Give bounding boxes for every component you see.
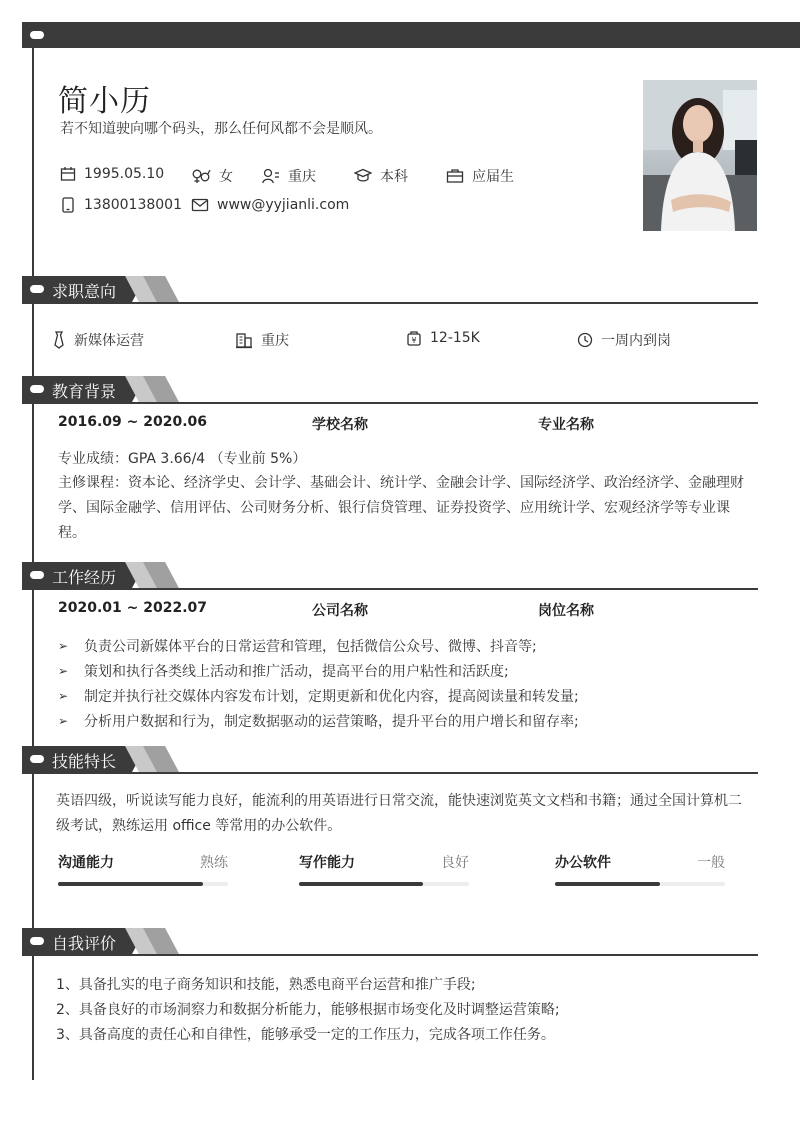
degree-info bbox=[354, 166, 408, 186]
arrow-icon: ➢ bbox=[58, 689, 69, 703]
portrait-icon bbox=[643, 80, 757, 231]
skill-level: 熟练 bbox=[200, 855, 228, 871]
arrow-icon: ➢ bbox=[58, 639, 69, 653]
section-header-skills bbox=[22, 746, 758, 772]
birth-date: 1995.05.10 bbox=[84, 166, 165, 182]
intent-job bbox=[52, 330, 144, 350]
section-header-work bbox=[22, 562, 758, 588]
status: 应届生 bbox=[472, 169, 514, 185]
email-info bbox=[191, 197, 349, 213]
education-major: 专业名称 bbox=[538, 417, 594, 433]
skill-bar bbox=[555, 882, 725, 886]
skill-level: 良好 bbox=[441, 855, 469, 871]
list-item: 3、具备高度的责任心和自律性，能够承受一定的工作压力，完成各项工作任务。 bbox=[56, 1027, 555, 1043]
tie-icon bbox=[52, 331, 66, 349]
section-title: 求职意向 bbox=[52, 282, 117, 301]
work-position: 岗位名称 bbox=[538, 603, 594, 619]
section-header-intent bbox=[22, 276, 758, 302]
clock-icon bbox=[577, 332, 593, 348]
building-icon bbox=[235, 331, 253, 349]
list-item: ➢ 制定并执行社交媒体内容发布计划，定期更新和优化内容，提高阅读量和转发量; bbox=[58, 689, 579, 705]
skill-label: 写作能力 bbox=[299, 855, 355, 871]
gender-icon bbox=[191, 168, 211, 184]
svg-text:¥: ¥ bbox=[411, 336, 417, 345]
list-item: ➢ 策划和执行各类线上活动和推广活动，提高平台的用户粘性和活跃度; bbox=[58, 664, 509, 680]
skill-bar-fill bbox=[299, 882, 423, 886]
intent-arrival-text: 一周内到岗 bbox=[601, 333, 671, 349]
intent-city-text: 重庆 bbox=[261, 333, 289, 349]
mail-icon bbox=[191, 197, 209, 213]
money-bag-icon bbox=[406, 330, 422, 346]
skill-label: 办公软件 bbox=[555, 855, 611, 871]
briefcase-icon bbox=[446, 168, 464, 184]
list-item: 1、具备扎实的电子商务知识和技能，熟悉电商平台运营和推广手段; bbox=[56, 977, 476, 993]
candidate-motto: 若不知道驶向哪个码头，那么任何风都不会是顺风。 bbox=[60, 121, 382, 137]
degree: 本科 bbox=[380, 169, 408, 185]
intent-arrival bbox=[577, 330, 671, 350]
education-school: 学校名称 bbox=[312, 417, 368, 433]
section-header-education bbox=[22, 376, 758, 402]
list-item: 2、具备良好的市场洞察力和数据分析能力，能够根据市场变化及时调整运营策略; bbox=[56, 1002, 560, 1018]
phone: 13800138001 bbox=[84, 197, 182, 213]
skill-level: 一般 bbox=[697, 855, 725, 871]
skills-summary: 英语四级，听说读写能力良好，能流利的用英语进行日常交流，能快速浏览英文文档和书籍；通过全国计算机二级考试，熟练运用 office 等常用的办公软件。 bbox=[56, 793, 742, 834]
phone-info bbox=[60, 197, 182, 213]
skill-bar-fill bbox=[58, 882, 203, 886]
pill-marker bbox=[30, 571, 44, 579]
section-title: 工作经历 bbox=[52, 568, 117, 587]
status-info bbox=[446, 166, 514, 186]
work-period: 2020.01 ~ 2022.07 bbox=[58, 600, 208, 616]
birth-info bbox=[60, 166, 164, 182]
list-item: ➢ 负责公司新媒体平台的日常运营和管理，包括微信公众号、微博、抖音等; bbox=[58, 639, 537, 655]
pill-marker bbox=[30, 285, 44, 293]
skill-bar-fill bbox=[555, 882, 660, 886]
graduation-cap-icon bbox=[354, 168, 372, 184]
person-icon bbox=[262, 168, 280, 184]
section-title: 技能特长 bbox=[52, 752, 117, 771]
pill-marker bbox=[30, 385, 44, 393]
email: www@yyjianli.com bbox=[217, 197, 350, 213]
education-gpa: 专业成绩：GPA 3.66/4 （专业前 5%） bbox=[58, 451, 307, 467]
skill-label: 沟通能力 bbox=[58, 855, 114, 871]
section-header-self bbox=[22, 928, 758, 954]
intent-city bbox=[235, 330, 289, 350]
pill-marker bbox=[30, 937, 44, 945]
work-company: 公司名称 bbox=[312, 603, 368, 619]
education-period: 2016.09 ~ 2020.06 bbox=[58, 414, 208, 430]
location-info bbox=[262, 166, 316, 186]
list-item: ➢ 分析用户数据和行为，制定数据驱动的运营策略，提升平台的用户增长和留存率; bbox=[58, 714, 579, 730]
arrow-icon: ➢ bbox=[58, 714, 69, 728]
pill-marker bbox=[30, 755, 44, 763]
section-title: 教育背景 bbox=[52, 382, 117, 401]
calendar-icon bbox=[60, 166, 76, 182]
intent-salary-text: 12-15K bbox=[430, 330, 480, 346]
education-courses: 主修课程：资本论、经济学史、会计学、基础会计、统计学、金融会计学、国际经济学、政治经济学、金融理财学、国际金融学、信用评估、公司财务分析、银行信贷管理、证券投资学、应用统计学、宏观经济学等专业课程。 bbox=[58, 475, 744, 541]
phone-icon bbox=[60, 197, 76, 213]
profile-photo bbox=[643, 80, 757, 231]
skill-bar bbox=[299, 882, 469, 886]
location: 重庆 bbox=[288, 169, 316, 185]
pill-marker bbox=[30, 31, 44, 39]
intent-job-text: 新媒体运营 bbox=[74, 333, 144, 349]
section-title: 自我评价 bbox=[52, 934, 117, 953]
gender: 女 bbox=[219, 169, 233, 185]
top-bar bbox=[22, 22, 800, 48]
arrow-icon: ➢ bbox=[58, 664, 69, 678]
gender-info bbox=[191, 166, 233, 186]
intent-salary bbox=[406, 330, 480, 346]
skill-bar bbox=[58, 882, 228, 886]
candidate-name: 简小历 bbox=[58, 84, 151, 119]
